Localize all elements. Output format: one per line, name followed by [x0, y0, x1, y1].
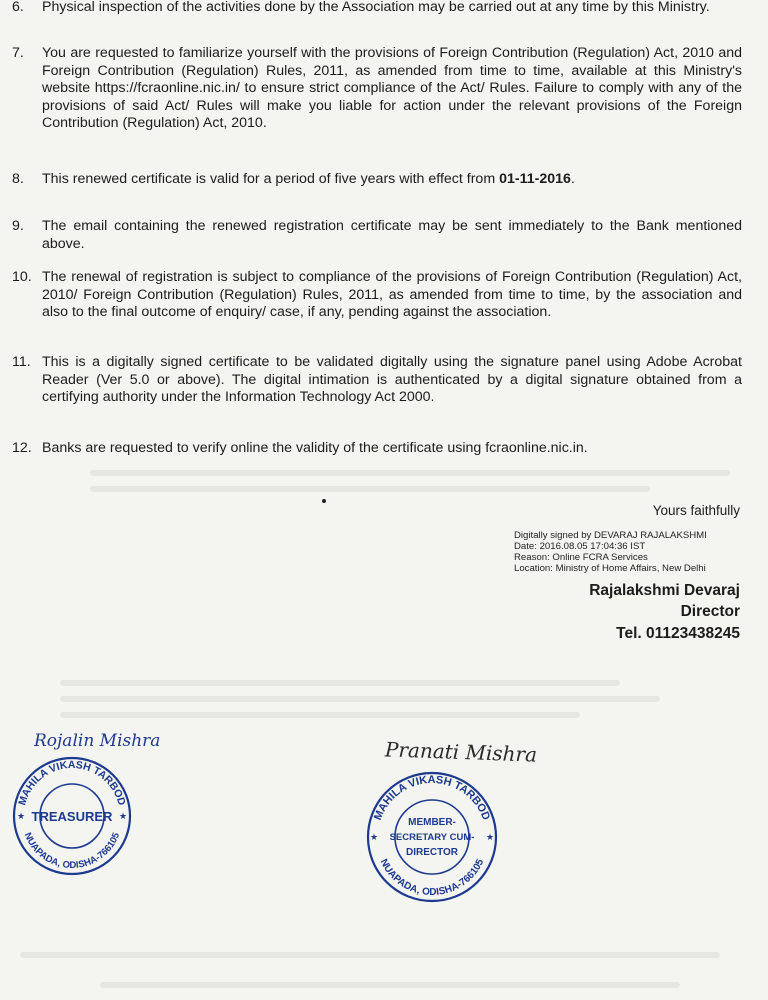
clause-11: [12, 354, 742, 407]
clause-12: [12, 440, 742, 458]
clause-text-main: This renewed certificate is valid for a period of five years with effect from: [42, 171, 500, 187]
validity-date: 01-11-2016: [499, 171, 571, 187]
clause-8: [12, 171, 742, 189]
bleed-through-line: [60, 680, 620, 686]
treasurer-stamp: [8, 752, 136, 876]
svg-text:MAHILA VIKASH TARBOD: MAHILA VIKASH TARBOD: [371, 773, 492, 822]
dsig-line: Reason: Online FCRA Services: [514, 552, 648, 563]
clause-number: 6.: [12, 0, 24, 15]
clause-text: This is a digitally signed certificate to be validated digitally using the signature panel using Adobe Acrobat Reader (Ver 5.0 or above). The digital intimation is authenticated by a digital signature obtained from a certifying authority under the Information Technology Act 2000.: [42, 354, 742, 405]
svg-text:MAHILA VIKASH TARBOD: MAHILA VIKASH TARBOD: [16, 758, 128, 807]
clause-9: [12, 218, 742, 253]
bleed-through-line: [20, 952, 720, 958]
clause-text: [42, 171, 742, 189]
ink-dot: [322, 499, 326, 503]
svg-text:★: ★: [17, 811, 26, 821]
svg-text:SECRETARY CUM-: SECRETARY CUM-: [389, 832, 475, 843]
digital-signature-block: [514, 530, 707, 574]
svg-text:★: ★: [370, 832, 379, 842]
clause-text: You are requested to familiarize yourself with the provisions of Foreign Contribution (Regulation) Act, 2010 and Foreign Contribution (Regulation) Rules, 2011, as amended from time to time, available at this Ministry's website https://fcraonline.nic.in/ to ensure strict compliance of the Act/ Rules. Failure to comply with any of the provisions of said Act/ Rules will make you liable for action under the relevant provisions of the Foreign Contribution (Regulation) Act, 2010.: [42, 45, 742, 131]
clause-text: Banks are requested to verify online the validity of the certificate using fcraonline.nic.in.: [42, 440, 588, 456]
signatory-designation: Director: [680, 603, 740, 620]
svg-text:NUAPADA, ODISHA-766105: NUAPADA, ODISHA-766105: [21, 831, 123, 872]
svg-text:★: ★: [119, 811, 128, 821]
bleed-through-line: [60, 696, 660, 702]
dsig-line: Digitally signed by DEVARAJ RAJALAKSHMI: [514, 530, 707, 541]
clause-10: [12, 269, 742, 322]
clause-text: The email containing the renewed registration certificate may be sent immediately to the Bank mentioned above.: [42, 218, 742, 252]
svg-text:TREASURER: TREASURER: [31, 809, 113, 824]
svg-text:DIRECTOR: DIRECTOR: [405, 847, 459, 858]
clause-number: 8.: [12, 171, 24, 187]
svg-text:★: ★: [486, 832, 495, 842]
bleed-through-line: [90, 486, 650, 492]
clause-number: 10.: [12, 269, 32, 285]
clause-text: The renewal of registration is subject to compliance of the provisions of Foreign Contribution (Regulation) Act, 2010/ Foreign Contribution (Regulation) Rules, 2011, as amended from time to time, by the association and also to the final outcome of enquiry/ case, if any, pending against the association.: [42, 269, 742, 320]
clause-number: 11.: [12, 354, 31, 370]
handwritten-signature-left: Rojalin Mishra: [34, 731, 161, 751]
signatory-name: Rajalakshmi Devaraj: [589, 582, 740, 599]
svg-text:MEMBER-: MEMBER-: [408, 817, 456, 828]
bleed-through-line: [90, 470, 730, 476]
clause-6: [12, 0, 742, 17]
clause-number: 12.: [12, 440, 32, 456]
member-secretary-stamp: [360, 767, 504, 907]
clause-number: 9.: [12, 218, 24, 234]
clause-text-tail: .: [570, 171, 575, 187]
bleed-through-line: [60, 712, 580, 718]
dsig-line: Date: 2016.08.05 17:04:36 IST: [514, 541, 646, 552]
dsig-line: Location: Ministry of Home Affairs, New Delhi: [514, 563, 706, 574]
svg-text:NUAPADA, ODISHA-766105: NUAPADA, ODISHA-766105: [377, 857, 487, 899]
bleed-through-line: [100, 982, 680, 988]
clause-text: Physical inspection of the activities done by the Association may be carried out at any time by this Ministry.: [42, 0, 710, 15]
clause-7: [12, 45, 742, 133]
closing-text: Yours faithfully: [652, 503, 740, 518]
handwritten-signature-right: Pranati Mishra: [384, 737, 538, 767]
clause-number: 7.: [12, 45, 24, 61]
signatory-telephone: Tel. 01123438245: [616, 625, 740, 642]
